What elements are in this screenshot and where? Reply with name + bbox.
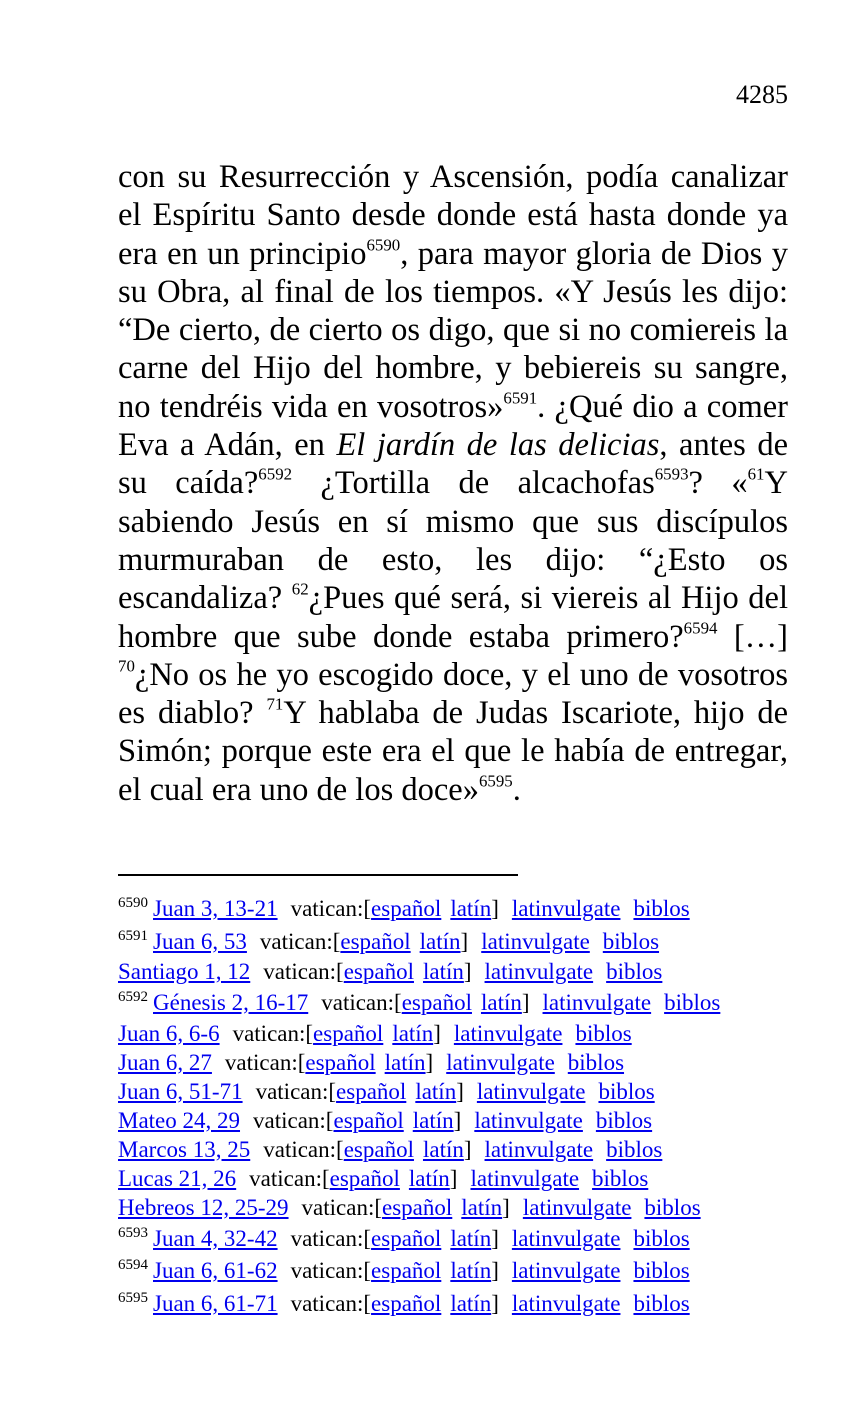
vatican-bracket-close: ] bbox=[463, 1136, 472, 1162]
vatican-bracket-close: ] bbox=[456, 1078, 464, 1104]
vatican-label: vatican:[ bbox=[249, 1165, 330, 1191]
vatican-label: vatican:[ bbox=[259, 928, 341, 954]
vatican-latin-link[interactable]: latín bbox=[408, 1165, 450, 1191]
footnote-line bbox=[118, 925, 808, 958]
vatican-latin-link[interactable]: latín bbox=[461, 1194, 503, 1220]
vatican-label: vatican:[ bbox=[232, 1020, 314, 1046]
vatican-bracket-close: ] bbox=[425, 1049, 434, 1075]
scripture-reference-link[interactable]: Juan 6, 53 bbox=[153, 928, 247, 954]
footnote-marker: 6595 bbox=[478, 771, 513, 791]
vatican-espanol-link[interactable]: español bbox=[382, 1194, 453, 1220]
text-run: con su Resurrección y Ascensión, podía canalizar el Espíritu Santo desde donde está hasta donde ya era en un principio bbox=[118, 159, 788, 272]
text-run: ¿Pues qué será, si viereis al Hijo del hombre que sube donde estaba primero? bbox=[118, 580, 788, 655]
scripture-reference-link[interactable]: Génesis 2, 16-17 bbox=[153, 990, 309, 1015]
vatican-label: vatican:[ bbox=[290, 1290, 372, 1316]
vatican-label: vatican:[ bbox=[255, 1078, 337, 1104]
biblos-link[interactable]: biblos bbox=[606, 1136, 663, 1162]
vatican-latin-link[interactable]: latín bbox=[450, 1290, 492, 1316]
latinvulgate-link[interactable]: latinvulgate bbox=[474, 1107, 583, 1133]
footnote-number: 6592 bbox=[118, 989, 148, 1005]
vatican-latin-link[interactable]: latín bbox=[384, 1049, 426, 1075]
scripture-reference-link[interactable]: Juan 6, 51-71 bbox=[118, 1078, 243, 1104]
scripture-reference-link[interactable]: Mateo 24, 29 bbox=[118, 1107, 241, 1133]
latinvulgate-link[interactable]: latinvulgate bbox=[542, 990, 652, 1015]
vatican-espanol-link[interactable]: español bbox=[371, 896, 442, 921]
vatican-espanol-link[interactable]: español bbox=[329, 1165, 400, 1191]
text-run: Y hablaba de Judas Iscariote, hijo de Simón; porque este era el que le había de entregar, el cual era uno de los doce» bbox=[118, 695, 789, 808]
vatican-latin-link[interactable]: latín bbox=[450, 896, 492, 921]
biblos-link[interactable]: biblos bbox=[595, 1107, 653, 1133]
footnote-line bbox=[118, 1287, 808, 1320]
latinvulgate-link[interactable]: latinvulgate bbox=[511, 1225, 621, 1251]
footnote-marker: 62 bbox=[291, 579, 309, 599]
page-number: 4285 bbox=[736, 80, 788, 109]
biblos-link[interactable]: biblos bbox=[602, 928, 660, 954]
text-run: . bbox=[512, 771, 521, 808]
footnote-marker: 71 bbox=[266, 694, 284, 714]
biblos-link[interactable]: biblos bbox=[633, 1290, 690, 1316]
body-paragraph bbox=[118, 158, 788, 809]
vatican-label: vatican:[ bbox=[290, 1258, 372, 1283]
vatican-bracket-close: ] bbox=[521, 990, 530, 1015]
text-run: ? « bbox=[688, 465, 748, 502]
scripture-reference-link[interactable]: Juan 6, 61-62 bbox=[153, 1258, 278, 1283]
vatican-latin-link[interactable]: latín bbox=[415, 1078, 457, 1104]
vatican-label: vatican:[ bbox=[253, 1107, 334, 1133]
vatican-latin-link[interactable]: latín bbox=[422, 959, 464, 984]
footnote-line bbox=[118, 892, 808, 925]
latinvulgate-link[interactable]: latinvulgate bbox=[484, 959, 594, 984]
biblos-link[interactable]: biblos bbox=[598, 1078, 655, 1104]
footnote-separator bbox=[118, 874, 518, 876]
vatican-espanol-link[interactable]: español bbox=[371, 1225, 442, 1251]
vatican-bracket-close: ] bbox=[433, 1020, 441, 1046]
latinvulgate-link[interactable]: latinvulgate bbox=[476, 1078, 586, 1104]
vatican-espanol-link[interactable]: español bbox=[313, 1020, 384, 1046]
latinvulgate-link[interactable]: latinvulgate bbox=[481, 928, 590, 954]
vatican-bracket-close: ] bbox=[491, 1258, 499, 1283]
vatican-latin-link[interactable]: latín bbox=[480, 990, 522, 1015]
footnote-line bbox=[118, 1254, 808, 1287]
footnote-line bbox=[118, 986, 808, 1019]
text-run: . ¿Qué dio a comer Eva a Adán, en bbox=[118, 388, 788, 464]
vatican-latin-link[interactable]: latín bbox=[450, 1258, 492, 1283]
vatican-label: vatican:[ bbox=[301, 1194, 383, 1220]
latinvulgate-link[interactable]: latinvulgate bbox=[470, 1165, 580, 1191]
vatican-label: vatican:[ bbox=[224, 1049, 306, 1075]
scripture-reference-link[interactable]: Juan 4, 32-42 bbox=[153, 1225, 278, 1251]
vatican-latin-link[interactable]: latín bbox=[392, 1020, 434, 1046]
footnote-number: 6595 bbox=[118, 1289, 148, 1306]
vatican-bracket-close: ] bbox=[491, 1225, 499, 1251]
vatican-latin-link[interactable]: latín bbox=[412, 1107, 454, 1133]
scripture-reference-link[interactable]: Juan 6, 27 bbox=[118, 1049, 212, 1075]
latinvulgate-link[interactable]: latinvulgate bbox=[446, 1049, 555, 1075]
footnote-marker: 6593 bbox=[654, 464, 689, 484]
latinvulgate-link[interactable]: latinvulgate bbox=[511, 1290, 621, 1316]
vatican-latin-link[interactable]: latín bbox=[422, 1136, 464, 1162]
vatican-espanol-link[interactable]: español bbox=[343, 959, 414, 984]
vatican-label: vatican:[ bbox=[290, 1225, 372, 1251]
scripture-reference-link[interactable]: Juan 6, 6-6 bbox=[118, 1020, 220, 1046]
footnote-marker: 70 bbox=[118, 656, 135, 676]
text-run: , para mayor gloria de Dios y su Obra, al final de los tiempos. «Y Jesús les dijo: “De cierto, de cierto os digo, que si no comiereis la carne del Hijo del hombre, y bebiereis su sangre, no tendréis vida en vosotros» bbox=[118, 235, 788, 425]
footnote-marker: 6590 bbox=[366, 235, 401, 255]
footnote-marker: 61 bbox=[747, 464, 765, 484]
vatican-latin-link[interactable]: latín bbox=[450, 1225, 492, 1251]
vatican-espanol-link[interactable]: español bbox=[340, 928, 411, 954]
biblos-link[interactable]: biblos bbox=[644, 1194, 701, 1220]
text-run: ¿Tortilla de alcachofas bbox=[292, 465, 655, 502]
vatican-espanol-link[interactable]: español bbox=[371, 1258, 442, 1283]
text-run: […] bbox=[717, 618, 788, 655]
footnote-line bbox=[118, 1019, 808, 1048]
footnote-line bbox=[118, 1222, 808, 1255]
footnote-number: 6590 bbox=[118, 895, 148, 911]
vatican-bracket-close: ] bbox=[491, 896, 499, 921]
vatican-bracket-close: ] bbox=[463, 959, 472, 984]
scripture-reference-link[interactable]: Marcos 13, 25 bbox=[118, 1136, 251, 1162]
text-run: ¿No os he yo escogido doce, y el uno de vosotros es diablo? bbox=[118, 656, 788, 732]
biblos-link[interactable]: biblos bbox=[592, 1165, 649, 1191]
vatican-label: vatican:[ bbox=[290, 896, 372, 921]
biblos-link[interactable]: biblos bbox=[575, 1020, 632, 1046]
biblos-link[interactable]: biblos bbox=[664, 990, 721, 1015]
footnote-line bbox=[118, 1048, 808, 1077]
biblos-link[interactable]: biblos bbox=[633, 1225, 690, 1251]
vatican-espanol-link[interactable]: español bbox=[305, 1049, 376, 1075]
biblos-link[interactable]: biblos bbox=[633, 896, 690, 921]
vatican-bracket-close: ] bbox=[453, 1107, 462, 1133]
italic-title: El jardín de las delicias bbox=[336, 427, 660, 464]
footnote-marker: 6594 bbox=[683, 618, 718, 638]
scripture-reference-link[interactable]: Juan 6, 61-71 bbox=[153, 1290, 278, 1316]
footnote-marker: 6591 bbox=[503, 388, 538, 408]
vatican-label: vatican:[ bbox=[263, 959, 344, 984]
footnote-line bbox=[118, 1106, 808, 1135]
footnote-line bbox=[118, 1135, 808, 1164]
biblos-link[interactable]: biblos bbox=[633, 1258, 690, 1283]
footnote-line bbox=[118, 1193, 808, 1222]
footnote-marker: 6592 bbox=[258, 464, 293, 484]
scripture-reference-link[interactable]: Juan 3, 13-21 bbox=[153, 896, 278, 921]
vatican-espanol-link[interactable]: español bbox=[401, 990, 472, 1015]
footnote-number: 6591 bbox=[118, 927, 148, 944]
footnote-line bbox=[118, 1077, 808, 1106]
vatican-bracket-close: ] bbox=[491, 1290, 499, 1316]
vatican-espanol-link[interactable]: español bbox=[333, 1107, 404, 1133]
vatican-espanol-link[interactable]: español bbox=[343, 1136, 414, 1162]
latinvulgate-link[interactable]: latinvulgate bbox=[453, 1020, 563, 1046]
latinvulgate-link[interactable]: latinvulgate bbox=[511, 896, 621, 921]
vatican-espanol-link[interactable]: español bbox=[371, 1290, 442, 1316]
latinvulgate-link[interactable]: latinvulgate bbox=[522, 1194, 632, 1220]
biblos-link[interactable]: biblos bbox=[567, 1049, 625, 1075]
footnote-number: 6593 bbox=[118, 1224, 148, 1241]
text-run: , antes de su caída? bbox=[118, 427, 788, 502]
biblos-link[interactable]: biblos bbox=[606, 959, 663, 984]
vatican-bracket-close: ] bbox=[460, 928, 469, 954]
vatican-label: vatican:[ bbox=[321, 990, 402, 1015]
footnotes-section bbox=[118, 892, 808, 1319]
vatican-label: vatican:[ bbox=[263, 1136, 344, 1162]
scripture-reference-link[interactable]: Santiago 1, 12 bbox=[118, 959, 251, 984]
scripture-reference-link[interactable]: Lucas 21, 26 bbox=[118, 1165, 237, 1191]
vatican-latin-link[interactable]: latín bbox=[419, 928, 461, 954]
vatican-bracket-close: ] bbox=[502, 1194, 510, 1220]
footnote-number: 6594 bbox=[118, 1257, 148, 1273]
vatican-espanol-link[interactable]: español bbox=[336, 1078, 407, 1104]
vatican-bracket-close: ] bbox=[449, 1165, 458, 1191]
latinvulgate-link[interactable]: latinvulgate bbox=[511, 1258, 621, 1283]
text-run: Y sabiendo Jesús en sí mismo que sus discípulos murmuraban de esto, les dijo: “¿Esto os escandaliza? bbox=[118, 465, 788, 617]
latinvulgate-link[interactable]: latinvulgate bbox=[484, 1136, 594, 1162]
scripture-reference-link[interactable]: Hebreos 12, 25-29 bbox=[118, 1194, 289, 1220]
footnote-line bbox=[118, 957, 808, 986]
footnote-line bbox=[118, 1164, 808, 1193]
